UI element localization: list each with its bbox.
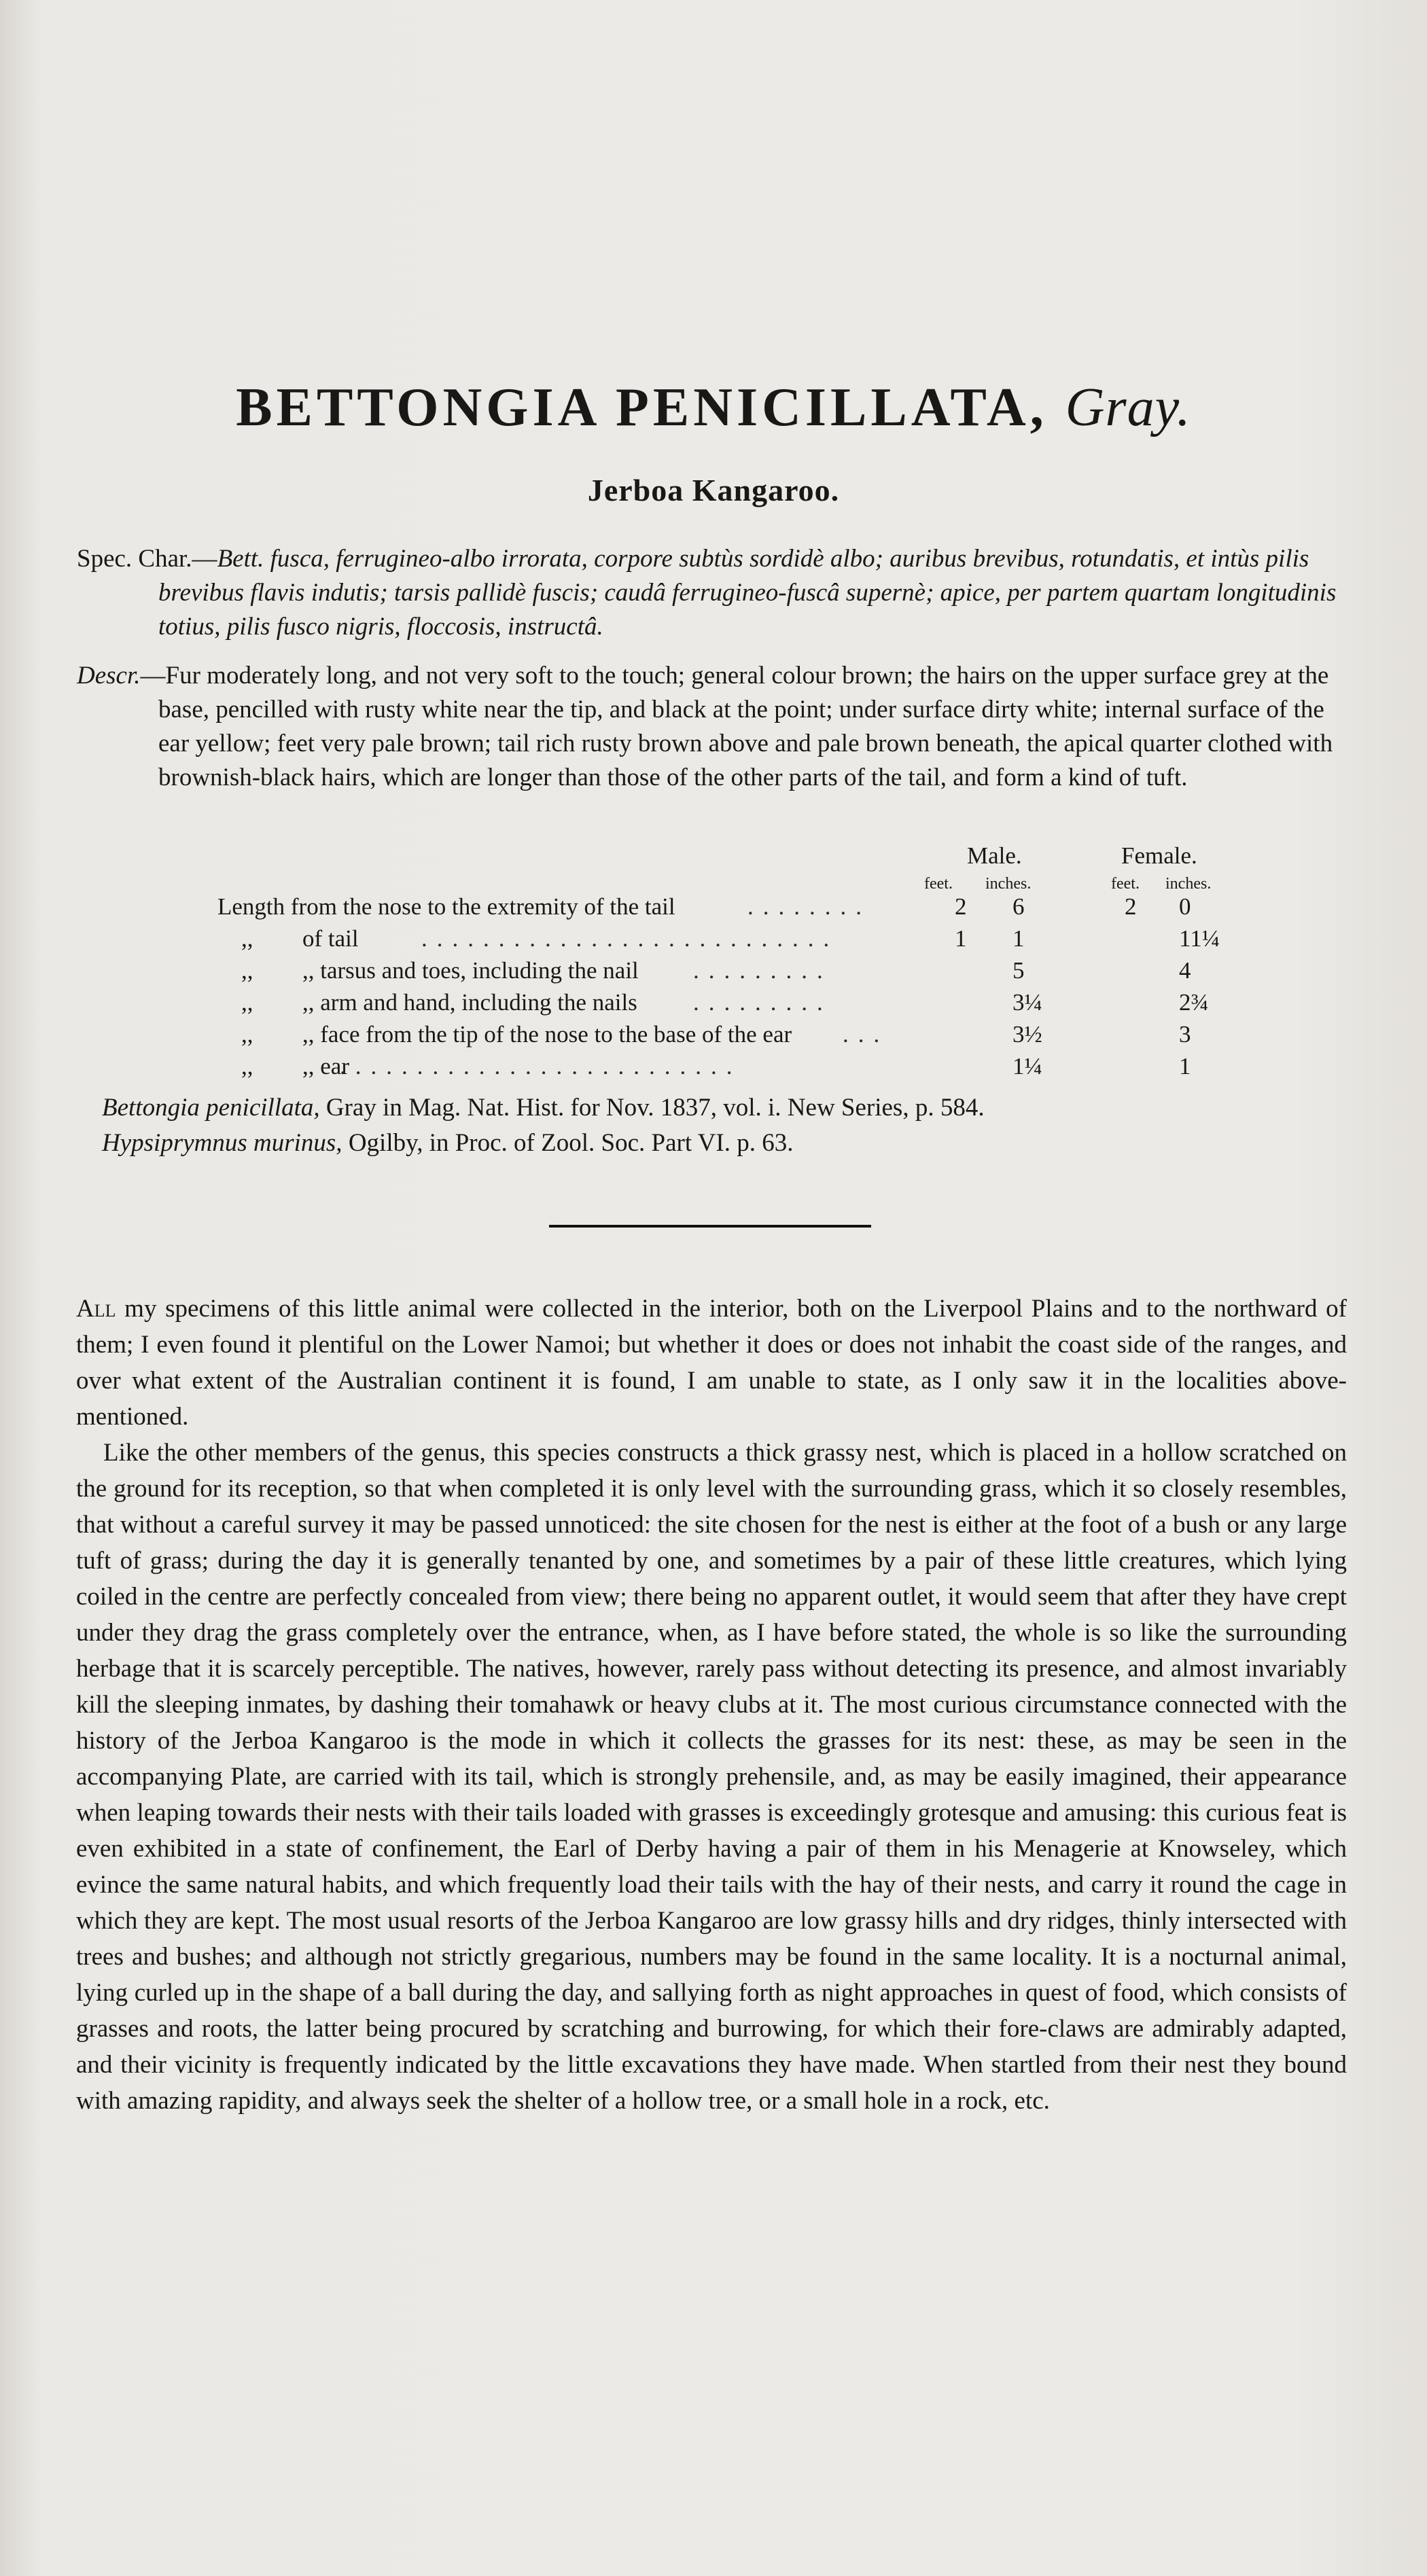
references bbox=[102, 1090, 985, 1161]
spec-text: Bett. fusca, ferrugineo-albo irrorata, corpore subtùs sordidè albo; auribus brevibus, rotundatis, et intùs pilis brevibus flavis indutis; tarsis pallidè fuscis; caudâ ferrugineo-fuscâ supernè; apice, per partem quartam longitudinis totius, pilis fusco nigris, floccosis, instructâ. bbox=[158, 545, 1337, 641]
body-paragraph-1: All my specimens of this little animal were collected in the interior, both on the Liverpool Plains and to the northward of them; I even found it plentiful on the Lower Namoi; but whether it does or does not inhabit the coast side of the ranges, and over what extent of the Australian continent it is found, I am unable to state, as I only saw it in the localities above-mentioned. bbox=[76, 1295, 1347, 1431]
row-prefix: ,, bbox=[241, 989, 253, 1016]
leader-dots: ... bbox=[843, 1021, 889, 1048]
leader-dots: ......... bbox=[693, 957, 832, 984]
reference-2: Hypsiprymnus murinus, Ogilby, in Proc. of Zool. Soc. Part VI. p. 63. bbox=[102, 1129, 794, 1157]
male-feet-header: feet. bbox=[924, 875, 953, 893]
title-author: Gray. bbox=[1065, 378, 1191, 437]
measurement-row bbox=[217, 1053, 1250, 1085]
measurement-row bbox=[217, 957, 1250, 989]
female-inches: 4 bbox=[1179, 957, 1191, 984]
body-paragraph-2: Like the other members of the genus, this species constructs a thick grassy nest, which is placed in a hollow scratched on the ground for its reception, so that when completed it is only level with the surrounding grass, which it so closely resembles, that without a careful survey it may be passed unnoticed: the site chosen for the nest is either at the foot of a bush or any large tuft of grass; during the day it is generally tenanted by one, and sometimes by a pair of these little creatures, which lying coiled in the centre are perfectly concealed from view; there being no apparent outlet, it would seem that after they have crept under they drag the grass completely over the entrance, when, as I have before stated, the whole is so like the surrounding herbage that it is scarcely perceptible. The natives, however, rarely pass without detecting its presence, and almost invariably kill the sleeping inmates, by dashing their tomahawk or heavy clubs at it. The most curious circumstance connected with the history of the Jerboa Kangaroo is the mode in which it collects the grasses for its nest: these, as may be seen in the accompanying Plate, are carried with its tail, which is strongly prehensile, and, as may be easily imagined, their appearance when leaping towards their nests with their tails loaded with grasses is exceedingly grotesque and amusing: this curious feat is even exhibited in a state of confinement, the Earl of Derby having a pair of them in his Menagerie at Knowseley, which evince the same natural habits, and which frequently load their tails with the hay of their nests, and carry it round the cage in which they are kept. The most usual resorts of the Jerboa Kangaroo are low grassy hills and dry ridges, thinly intersected with trees and bushes; and although not strictly gregarious, numbers may be found in the same locality. It is a nocturnal animal, lying curled up in the shape of a ball during the day, and sallying forth as night approaches in quest of food, which consists of grasses and roots, the latter being procured by scratching and burrowing, for which their fore-claws are admirably adapted, and their vicinity is frequently indicated by the little excavations they have made. When startled from their nest they bound with amazing rapidity, and always seek the shelter of a hollow tree, or a small hole in a rock, etc. bbox=[76, 1439, 1347, 2115]
male-inches: 3½ bbox=[1012, 1021, 1042, 1048]
spec-label: Spec. Char.— bbox=[77, 545, 217, 573]
row-label: ,, ear bbox=[302, 1053, 349, 1079]
row-label: of tail bbox=[302, 925, 359, 952]
row-label: Length from the nose to the extremity of the tail bbox=[217, 893, 675, 920]
row-prefix: ,, bbox=[241, 1021, 253, 1048]
leader-dots: ........................... bbox=[421, 925, 839, 952]
measurements-table bbox=[217, 842, 1250, 1085]
divider-rule bbox=[549, 1225, 871, 1228]
row-prefix: ,, bbox=[241, 925, 253, 952]
male-feet: 1 bbox=[955, 925, 967, 952]
spec-char-paragraph bbox=[73, 542, 1351, 644]
measurement-row bbox=[217, 1021, 1250, 1053]
row-label: ,, tarsus and toes, including the nail bbox=[302, 957, 639, 984]
row-label: ,, arm and hand, including the nails bbox=[302, 989, 637, 1016]
male-inches: 1¼ bbox=[1012, 1053, 1042, 1079]
row-prefix: ,, bbox=[241, 957, 253, 984]
descr-label: Descr. bbox=[77, 662, 141, 690]
male-inches: 3¼ bbox=[1012, 989, 1042, 1016]
female-feet: 2 bbox=[1125, 893, 1137, 920]
female-inches: 0 bbox=[1179, 893, 1191, 920]
measurements-rows bbox=[217, 893, 1250, 1085]
male-inches: 1 bbox=[1012, 925, 1025, 952]
male-inches: 6 bbox=[1012, 893, 1025, 920]
male-feet: 2 bbox=[955, 893, 967, 920]
measurement-row bbox=[217, 925, 1250, 957]
description-paragraph bbox=[73, 659, 1351, 795]
male-header: Male. bbox=[967, 842, 1022, 869]
female-inches: 11¼ bbox=[1179, 925, 1220, 952]
body-text bbox=[76, 1291, 1347, 2119]
measurement-row bbox=[217, 893, 1250, 925]
female-header: Female. bbox=[1121, 842, 1197, 869]
female-inches: 1 bbox=[1179, 1053, 1191, 1079]
female-inches: 3 bbox=[1179, 1021, 1191, 1048]
page-subtitle: Jerboa Kangaroo. bbox=[587, 473, 840, 507]
reference-1: Bettongia penicillata, Gray in Mag. Nat. Hist. for Nov. 1837, vol. i. New Series, p. 584. bbox=[102, 1094, 985, 1122]
row-label: ,, face from the tip of the nose to the base of the ear bbox=[302, 1021, 792, 1048]
female-inches: 2¾ bbox=[1179, 989, 1209, 1016]
male-inches-header: inches. bbox=[985, 875, 1032, 893]
leader-dots: ........ bbox=[747, 893, 871, 920]
leader-dots: .......................... bbox=[340, 1053, 742, 1079]
female-feet-header: feet. bbox=[1111, 875, 1140, 893]
page-title bbox=[0, 377, 1427, 439]
descr-text: —Fur moderately long, and not very soft to the touch; general colour brown; the hairs on the upper surface grey at the base, pencilled with rusty white near the tip, and black at the point; under surface dirty white; internal surface of the ear yellow; feet very pale brown; tail rich rusty brown above and pale brown beneath, the apical quarter clothed with brownish-black hairs, which are longer than those of the other parts of the tail, and form a kind of tuft. bbox=[140, 662, 1333, 791]
leader-dots: ......... bbox=[693, 989, 832, 1016]
measurement-row bbox=[217, 989, 1250, 1021]
row-prefix: ,, bbox=[241, 1053, 253, 1079]
measurements-header bbox=[217, 842, 1250, 893]
female-inches-header: inches. bbox=[1165, 875, 1212, 893]
male-inches: 5 bbox=[1012, 957, 1025, 984]
title-main: BETTONGIA PENICILLATA, bbox=[236, 378, 1048, 437]
